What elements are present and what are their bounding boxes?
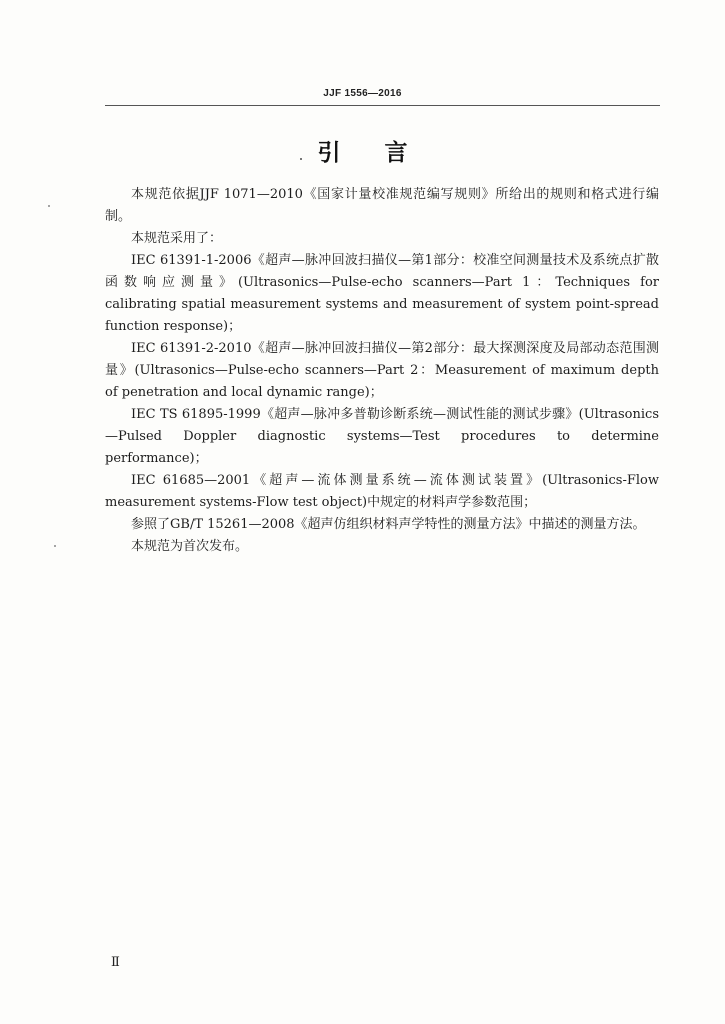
page-title: 引言 <box>317 140 452 166</box>
scan-speck <box>48 205 50 207</box>
paragraph-adopted-intro: 本规范采用了： <box>131 231 223 246</box>
paragraph-basis: 本规范依据JJF 1071—2010《国家计量校准规范编写规则》所给出的规则和格式进行编制。 <box>105 187 659 224</box>
scan-speck <box>54 545 56 547</box>
page-number: Ⅱ <box>111 955 120 970</box>
paragraph-iec-61685: IEC 61685—2001《超声—流体测量系统—流体测试装置》(Ultrasonics-Flow measurement systems-Flow test object)中规定的材料声学参数范围； <box>105 473 659 510</box>
document-body <box>105 184 659 558</box>
paragraph-gbt-15261: 参照了GB/T 15261—2008《超声仿组织材料声学特性的测量方法》中描述的测量方法。 <box>131 517 646 532</box>
scan-speck <box>300 158 302 160</box>
paragraph-iec-61391-2: IEC 61391-2-2010《超声—脉冲回波扫描仪—第2部分：最大探测深度及局部动态范围测量》(Ultrasonics—Pulse-echo scanners—Part 2：Measurement of maximum depth of penetration and local dynamic range)； <box>105 341 659 400</box>
paragraph-iec-61391-1: IEC 61391-1-2006《超声—脉冲回波扫描仪—第1部分：校准空间测量技术及系统点扩散函数响应测量》(Ultrasonics—Pulse-echo scanners—Part 1：Techniques for calibrating spatial measurement systems and measurement of system point-spread function response)； <box>105 253 659 334</box>
paragraph-iec-ts-61895: IEC TS 61895-1999《超声—脉冲多普勒诊断系统—测试性能的测试步骤》(Ultrasonics—Pulsed Doppler diagnostic systems—Test procedures to determine performance)； <box>105 407 659 466</box>
header-rule <box>105 105 660 106</box>
standard-code-header: JJF 1556—2016 <box>323 88 402 99</box>
paragraph-first-release: 本规范为首次发布。 <box>131 539 249 554</box>
